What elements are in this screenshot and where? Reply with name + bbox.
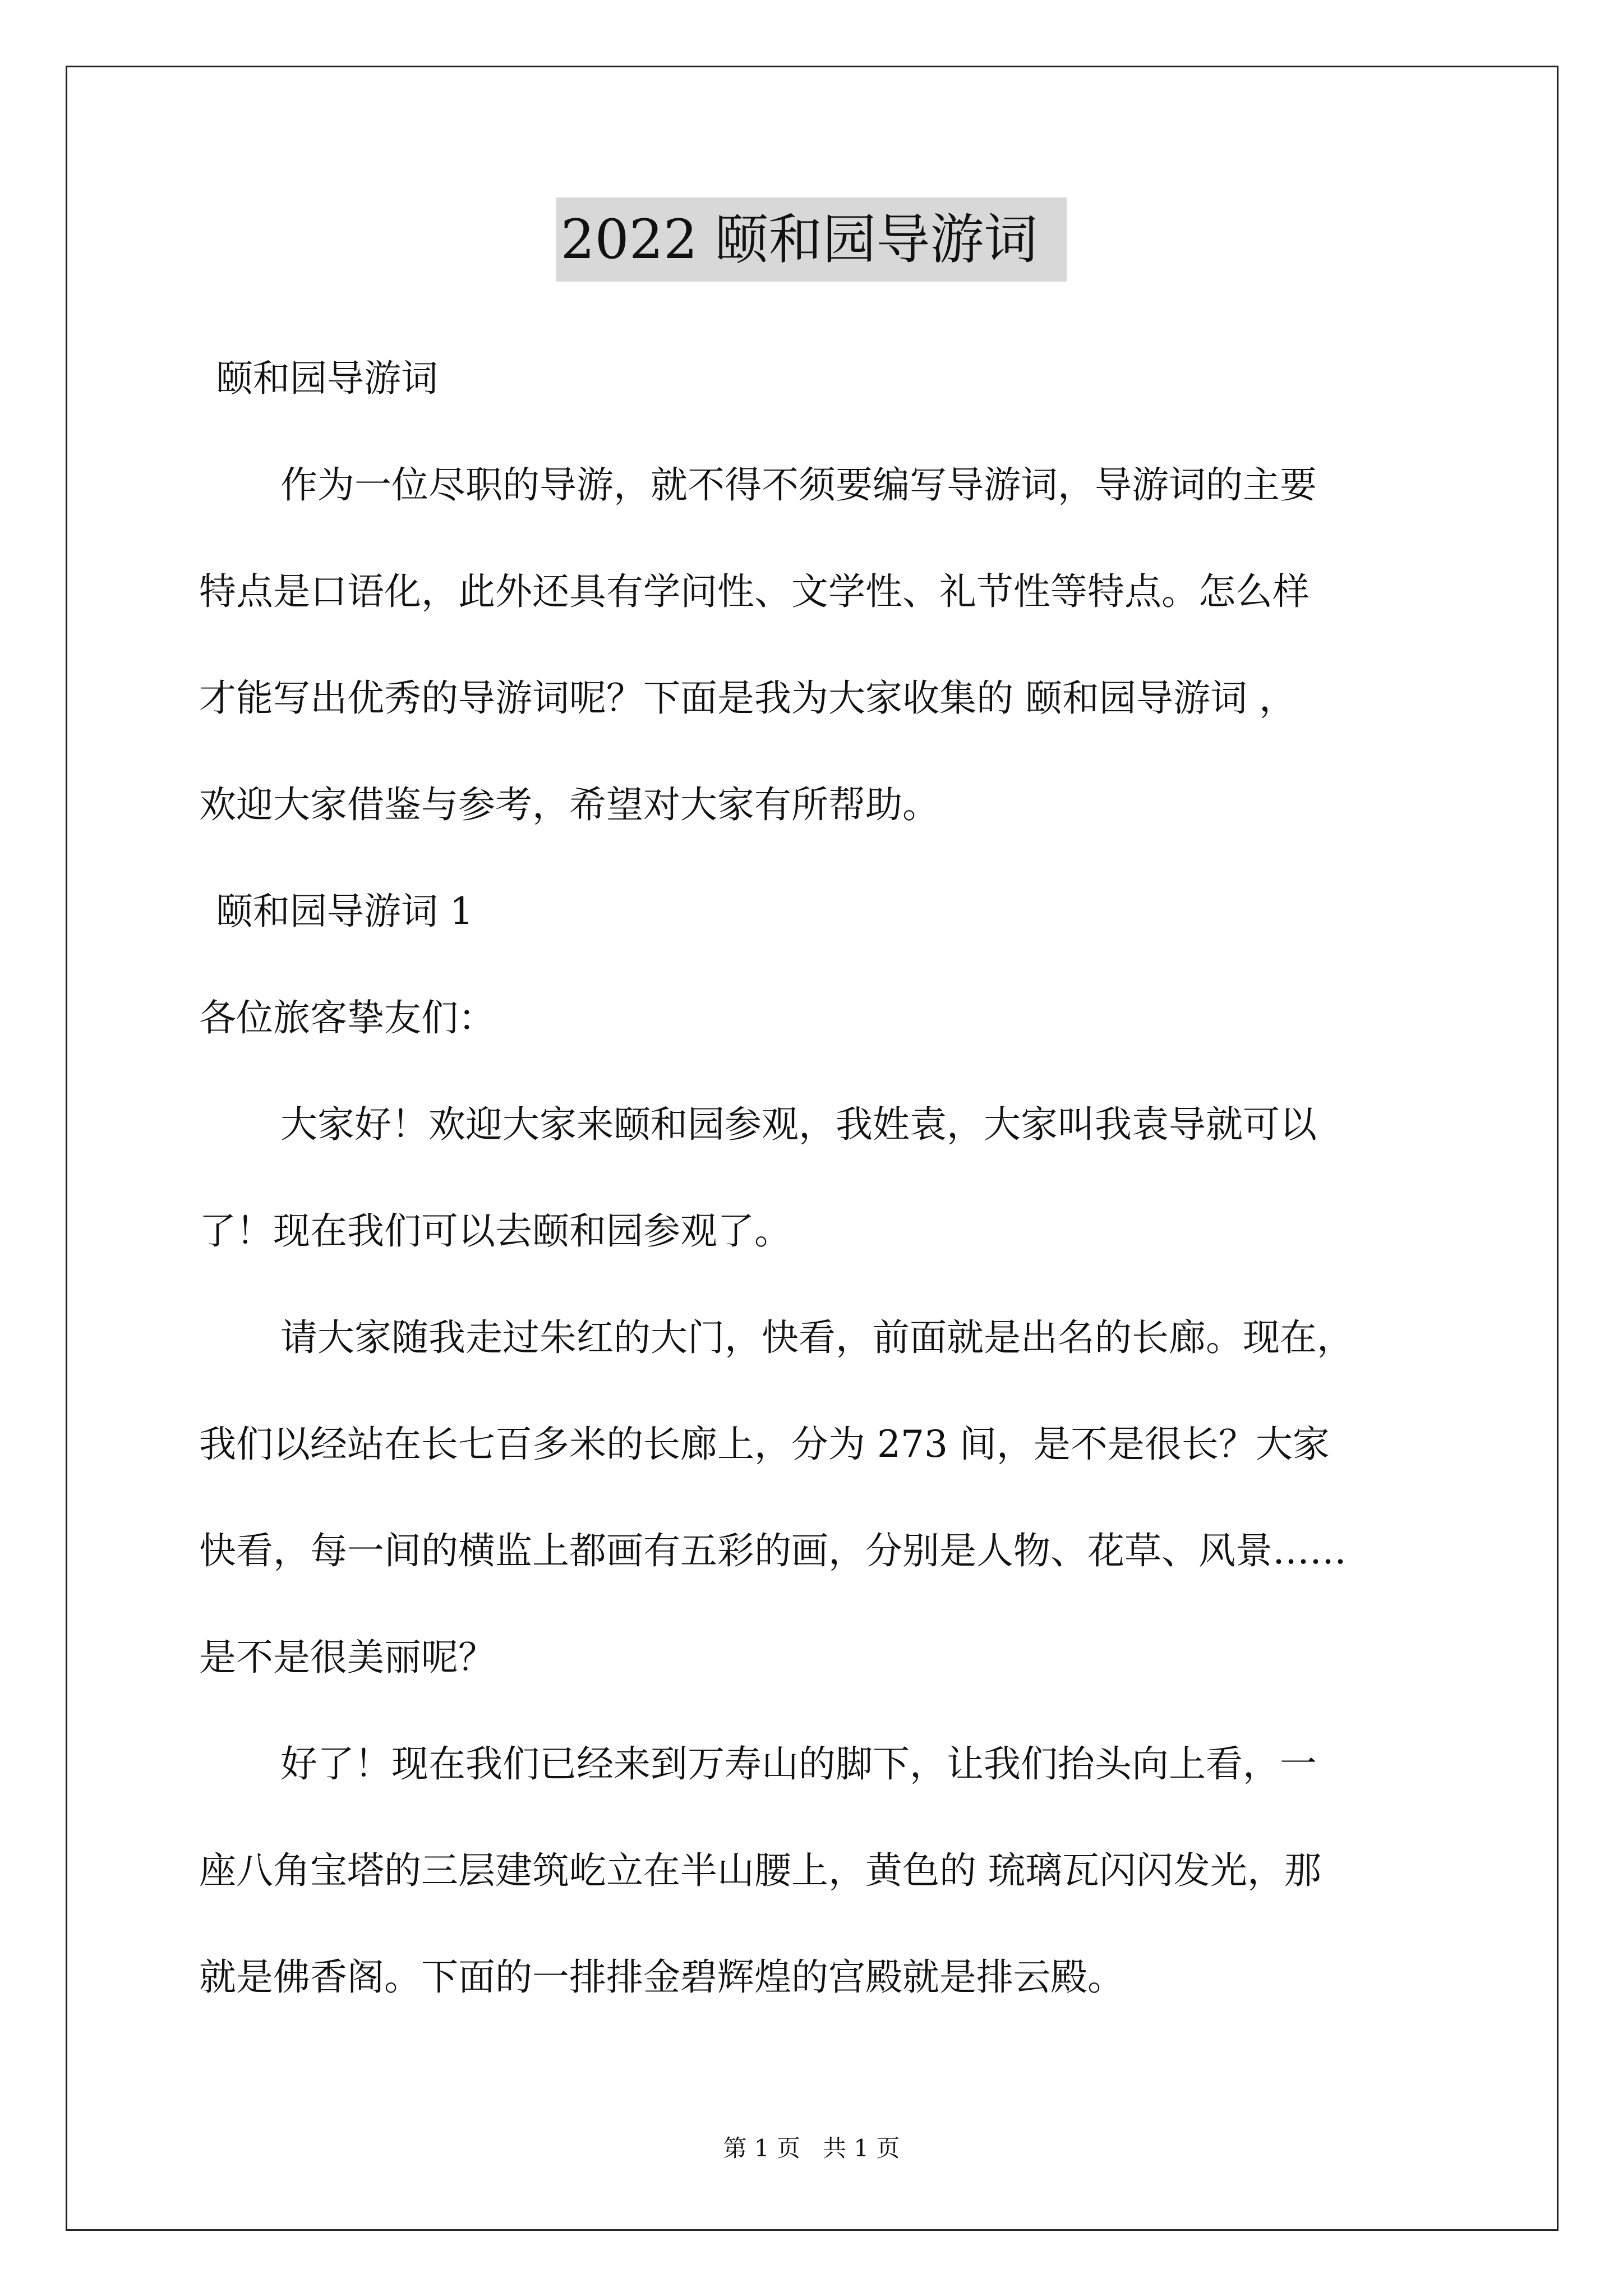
paragraph-line: 特点是口语化，此外还具有学问性、文学性、礼节性等特点。怎么样 bbox=[199, 570, 1310, 613]
paragraph-line: 就是佛香阁。下面的一排排金碧辉煌的宫殿就是排云殿。 bbox=[199, 1955, 1124, 1999]
title-text: 2022 颐和园导游词 bbox=[556, 197, 1067, 282]
paragraph-line: 是不是很美丽呢？ bbox=[199, 1636, 495, 1679]
document-title bbox=[0, 197, 1623, 282]
section-heading: 颐和园导游词 bbox=[216, 357, 438, 400]
paragraph-line: 好了！现在我们已经来到万寿山的脚下，让我们抬头向上看，一 bbox=[280, 1742, 1317, 1786]
paragraph-line: 欢迎大家借鉴与参考，希望对大家有所帮助。 bbox=[199, 783, 939, 826]
page-number: 第 1 页 bbox=[723, 2134, 800, 2162]
page-footer bbox=[0, 2132, 1623, 2165]
paragraph-line: 请大家随我走过朱红的大门，快看，前面就是出名的长廊。现在， bbox=[280, 1316, 1354, 1359]
page-total: 共 1 页 bbox=[823, 2134, 900, 2162]
paragraph-line: 了！现在我们可以去颐和园参观了。 bbox=[199, 1209, 791, 1253]
paragraph-line: 座八角宝塔的三层建筑屹立在半山腰上，黄色的 琉璃瓦闪闪发光，那 bbox=[199, 1849, 1321, 1892]
paragraph-line: 各位旅客挚友们： bbox=[199, 996, 495, 1039]
paragraph-line: 我们以经站在长七百多米的长廊上，分为 273 间，是不是很长？大家 bbox=[199, 1423, 1330, 1466]
paragraph-line: 才能写出优秀的导游词呢？下面是我为大家收集的 颐和园导游词 ， bbox=[199, 677, 1296, 720]
paragraph-line: 作为一位尽职的导游，就不得不须要编写导游词，导游词的主要 bbox=[280, 463, 1317, 507]
paragraph-line: 大家好！欢迎大家来颐和园参观，我姓袁，大家叫我袁导就可以 bbox=[280, 1103, 1317, 1146]
paragraph-line: 快看，每一间的横监上都画有五彩的画，分别是人物、花草、风景…… bbox=[199, 1529, 1347, 1572]
section-heading: 颐和园导游词 1 bbox=[216, 890, 473, 933]
